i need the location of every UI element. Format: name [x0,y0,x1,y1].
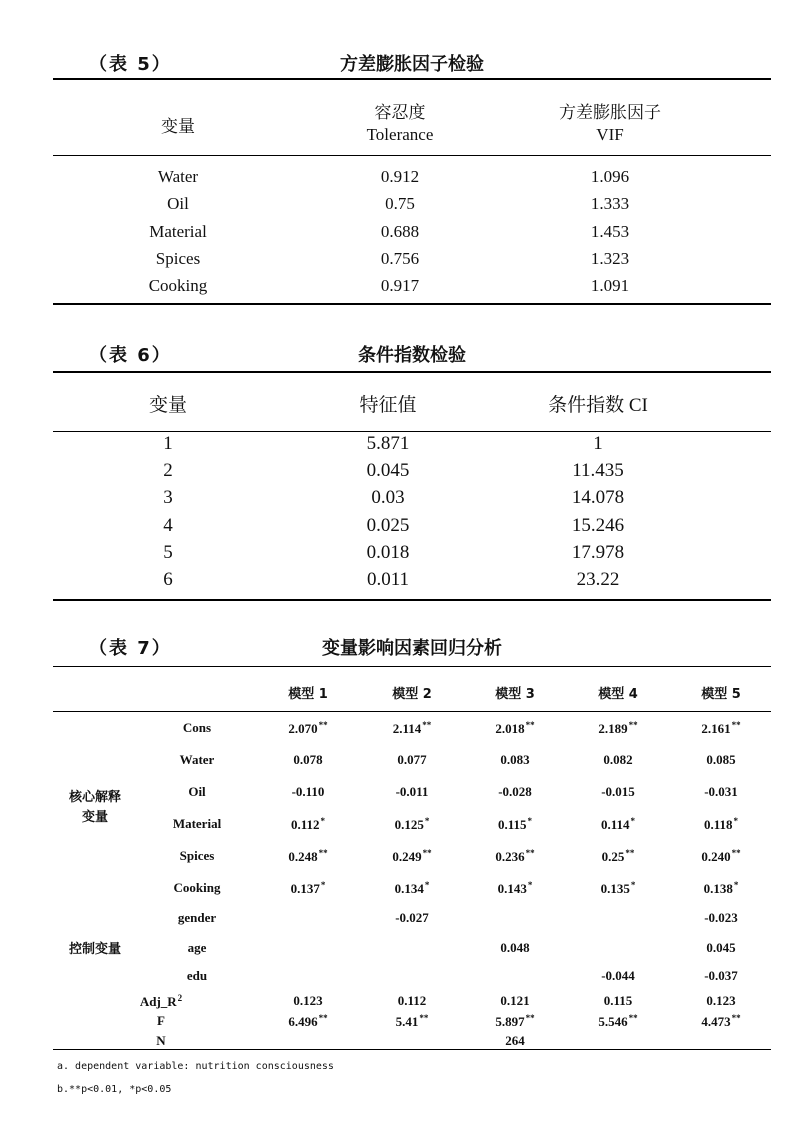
table-6-header-eigenvalue: 特征值 [359,395,417,416]
table-6-bottom-rule [53,599,771,601]
table-7-cell [676,880,766,897]
table-7-row-label: $Adj\_R^2$ [139,993,183,1009]
table-6-mid-rule [53,431,771,432]
table-7-cell [367,848,457,865]
table-6-cell-variable: 1 [163,433,173,454]
table-6-title: 条件指数检验 [358,345,466,366]
table-5-cell-tolerance: 0.917 [380,276,420,296]
table-7-significance-mark: * [733,816,739,826]
table-7-cell [470,993,560,1009]
table-7-significance-mark: * [630,880,636,890]
table-6-top-rule [53,371,771,373]
table-7-row-label: Oil [188,784,206,799]
table-7-cell [263,993,353,1009]
table-7-cell-value: 0.082 [603,752,633,767]
table-7-cell [573,993,663,1009]
table-5-number: （表 5） [89,54,172,75]
table-5-cell-vif: 1.323 [590,248,630,268]
table-5-header [53,46,771,78]
table-7-cell [573,720,663,737]
table-7-cell-value: 2.018 [495,721,525,736]
table-7-cell [263,720,353,737]
table-5-cell-variable: Oil [167,194,189,214]
table-7-cell [676,848,766,865]
table-7-row-label: F [157,1013,165,1028]
table-7-model-header: 模型 2 [392,687,432,702]
table-7-significance-mark: ** [731,848,741,858]
table-7-mid-rule [53,711,771,712]
table-6-cell-variable: 6 [163,569,173,590]
table-5-cell-variable: Water [157,167,199,186]
table-6-cell-eigenvalue: 0.03 [371,487,405,509]
table-7-row-label: Cons [182,720,212,735]
table-7-cell-value: 0.143 [497,881,527,896]
table-7-cell-value: -0.015 [601,784,635,799]
table-5-cell-tolerance: 0.756 [380,248,420,268]
table-7-significance-mark: * [320,880,326,890]
table-7-significance-mark: * [630,816,636,826]
table-7-cell-value: -0.044 [601,968,635,983]
table-5-header-variable: 变量 [161,117,195,136]
table-7-significance-mark: * [733,880,739,890]
table-7-cell-value: 2.070 [288,721,318,736]
table-7-cell [367,910,457,926]
table-7-cell [573,752,663,768]
table-6-number: （表 6） [89,345,172,366]
table-7-cell [676,940,766,956]
table-7-cell-value: 5.546 [598,1014,628,1029]
table-7-cell-value: 0.112 [397,993,427,1008]
table-7-significance-mark: * [527,880,533,890]
table-7-group-control-vars: 控制变量 [68,942,121,957]
table-7-cell [573,1013,663,1030]
table-7-bottom-rule [53,1049,771,1050]
table-7-significance-mark: ** [731,1013,741,1023]
table-7-cell-value: -0.027 [395,910,429,925]
table-7-significance-mark: * [424,880,430,890]
table-7-significance-mark: * [320,816,326,826]
table-5-top-rule [53,78,771,80]
table-7-row-label: Cooking [173,880,221,895]
table-7-cell [470,1013,560,1030]
table-7-cell [676,784,766,800]
table-6-cell-eigenvalue: 0.011 [366,569,410,590]
table-7-cell [470,784,560,800]
table-7-cell-value: 0.248 [288,849,318,864]
table-6-header-variable: 变量 [148,395,187,416]
table-7-cell [676,910,766,926]
table-7-cell-value: 0.249 [392,849,422,864]
table-6-cell-ci: 17.978 [571,541,625,563]
table-7-model-header: 模型 1 [288,687,328,702]
table-7-cell [573,968,663,984]
table-7-cell [263,784,353,800]
table-7-row-label: gender [177,910,217,925]
table-7-cell-value: -0.031 [704,784,738,799]
table-6-cell-ci: 14.078 [571,487,625,509]
table-5-cell-vif: 1.333 [590,194,630,214]
table-7-cell [470,1033,560,1049]
table-6-cell-eigenvalue: 0.045 [366,460,410,482]
table-5-cell-variable: Cooking [148,276,208,296]
table-7-cell-value: 0.083 [500,752,530,767]
table-7-cell-value: -0.037 [704,968,738,983]
table-7-significance-mark: ** [525,1013,535,1023]
table-5-header-vif-en: VIF [596,125,624,144]
table-7-cell [470,880,560,897]
table-6-cell-eigenvalue: 0.018 [366,541,410,563]
table-6-header-ci: 条件指数 CI [548,395,648,416]
table-7-cell-value: 0.123 [706,993,736,1008]
table-7-cell-value: 0.240 [701,849,731,864]
table-7-cell [676,816,766,833]
table-7-significance-mark: ** [318,848,328,858]
table-7-significance-mark: ** [525,720,535,730]
table-5-cell-variable: Spices [155,248,201,268]
table-7-significance-mark: ** [525,848,535,858]
table-6-cell-variable: 3 [163,487,173,509]
table-7-cell-value: -0.023 [704,910,738,925]
table-7-cell-value: 0.114 [600,817,630,832]
table-7-cell-value: 4.473 [701,1014,731,1029]
table-7-cell [470,848,560,865]
table-5-cell-variable: Material [149,221,207,241]
table-7-cell [367,816,457,833]
table-7-cell-value: 2.161 [701,721,731,736]
table-7-cell-value: 2.114 [392,721,422,736]
table-7-cell [263,1013,353,1030]
table-7-cell [573,784,663,800]
table-7-top-rule [53,666,771,667]
table-5-header-tolerance-zh: 容忍度 [374,103,426,122]
table-5-header-tolerance-en: Tolerance [366,125,434,144]
table-7-cell [367,993,457,1009]
table-7-cell [676,720,766,737]
table-5-title: 方差膨胀因子检验 [340,54,484,75]
table-7-significance-mark: ** [318,1013,328,1023]
table-7-cell [470,940,560,956]
table-7-cell-value: 0.078 [293,752,323,767]
table-6-cell-ci: 15.246 [571,514,625,536]
table-7-cell-value: 0.236 [495,849,525,864]
table-7-cell-value: 0.115 [603,993,633,1008]
table-6-cell-eigenvalue: 5.871 [366,433,410,454]
table-7-cell [263,880,353,897]
table-7-cell [470,816,560,833]
table-7-significance-mark: * [527,816,533,826]
table-7-cell [367,720,457,737]
table-7-significance-mark: * [424,816,430,826]
table-7-cell-value: 2.189 [598,721,628,736]
table-7-cell-value: 0.118 [703,817,733,832]
table-7-row-label: Spices [179,848,215,863]
table-5-cell-tolerance: 0.912 [380,167,420,186]
table-7-cell [676,993,766,1009]
table-6-cell-eigenvalue: 0.025 [366,514,410,536]
table-5-mid-rule [53,155,771,156]
table-5-bottom-rule [53,303,771,305]
table-7-cell-value: 0.137 [290,881,320,896]
table-7-model-header: 模型 5 [701,687,741,702]
table-7-row-label: Material [172,816,222,831]
table-7-note-a: a. dependent variable: nutrition consciousness [57,1061,334,1072]
table-7-significance-mark: ** [422,848,432,858]
table-7-cell-value: 5.897 [495,1014,525,1029]
table-7-significance-mark: ** [731,720,741,730]
table-7-significance-mark: ** [318,720,328,730]
table-5-header-vif-zh: 方差膨胀因子 [559,103,661,122]
table-7-cell-value: 0.115 [497,817,527,832]
table-7-cell [470,752,560,768]
table-6-cell-ci: 23.22 [576,569,620,590]
table-7-row-label: edu [186,968,208,983]
table-7-significance-mark: ** [422,720,432,730]
table-7-significance-mark: ** [625,848,635,858]
table-7-cell [367,880,457,897]
table-7-cell [367,752,457,768]
table-7-cell [676,1013,766,1030]
table-7-significance-mark: ** [628,1013,638,1023]
table-7-row-label: age [187,940,207,955]
table-5-cell-vif: 1.096 [590,167,630,186]
table-6-cell-ci: 1 [593,433,603,454]
table-6-header [53,337,771,369]
table-5-cell-vif: 1.091 [590,276,630,296]
table-6-cell-ci: 11.435 [572,460,624,482]
table-7-cell [573,848,663,865]
table-7-model-header: 模型 3 [495,687,535,702]
table-7-cell-value: -0.011 [395,784,429,799]
table-7-title: 变量影响因素回归分析 [322,638,502,659]
table-6-cell-variable: 5 [163,541,173,563]
table-7-significance-mark: ** [419,1013,429,1023]
table-5-cell-tolerance: 0.688 [380,221,420,241]
table-7-cell-value: 6.496 [288,1014,318,1029]
table-7-significance-mark: ** [628,720,638,730]
table-7-row-label: N [156,1033,166,1048]
table-7-note-b: b.**p<0.01, *p<0.05 [57,1084,172,1095]
table-7-cell [367,784,457,800]
table-7-cell [263,816,353,833]
table-7-cell-value: 264 [505,1033,525,1048]
table-7-cell-value: -0.028 [498,784,532,799]
table-7-cell [676,968,766,984]
table-7-cell-value: -0.110 [291,784,325,799]
table-7-cell [470,720,560,737]
table-7-cell-value: 0.134 [394,881,424,896]
table-7-cell-value: 0.112 [290,817,320,832]
table-7-cell [676,752,766,768]
table-7-cell-value: 0.045 [706,940,736,955]
table-7-cell-value: 5.41 [395,1014,419,1029]
table-7-cell-value: 0.048 [500,940,530,955]
table-6-cell-variable: 2 [163,460,173,482]
table-7-row-label: Water [179,752,215,767]
table-7-model-header: 模型 4 [598,687,638,702]
table-7-cell [573,816,663,833]
table-7-header [53,630,771,662]
table-7-cell [367,1013,457,1030]
table-7-cell-value: 0.077 [397,752,427,767]
table-7-cell-value: 0.135 [600,881,630,896]
table-7-cell [573,880,663,897]
table-5-cell-vif: 1.453 [590,221,630,241]
table-7-cell-value: 0.121 [500,993,530,1008]
table-7-cell-value: 0.085 [706,752,736,767]
table-7-cell-value: 0.25 [601,849,625,864]
table-7-group-core-vars: 核心解释 变量 [68,790,121,825]
table-5-cell-tolerance: 0.75 [385,194,415,214]
table-6-cell-variable: 4 [163,514,173,536]
table-7-cell-value: 0.125 [394,817,424,832]
table-7-cell [263,752,353,768]
table-7-number: （表 7） [89,638,172,659]
table-7-cell-value: 0.123 [293,993,323,1008]
table-7-cell-value: 0.138 [703,881,733,896]
table-7-cell [263,848,353,865]
